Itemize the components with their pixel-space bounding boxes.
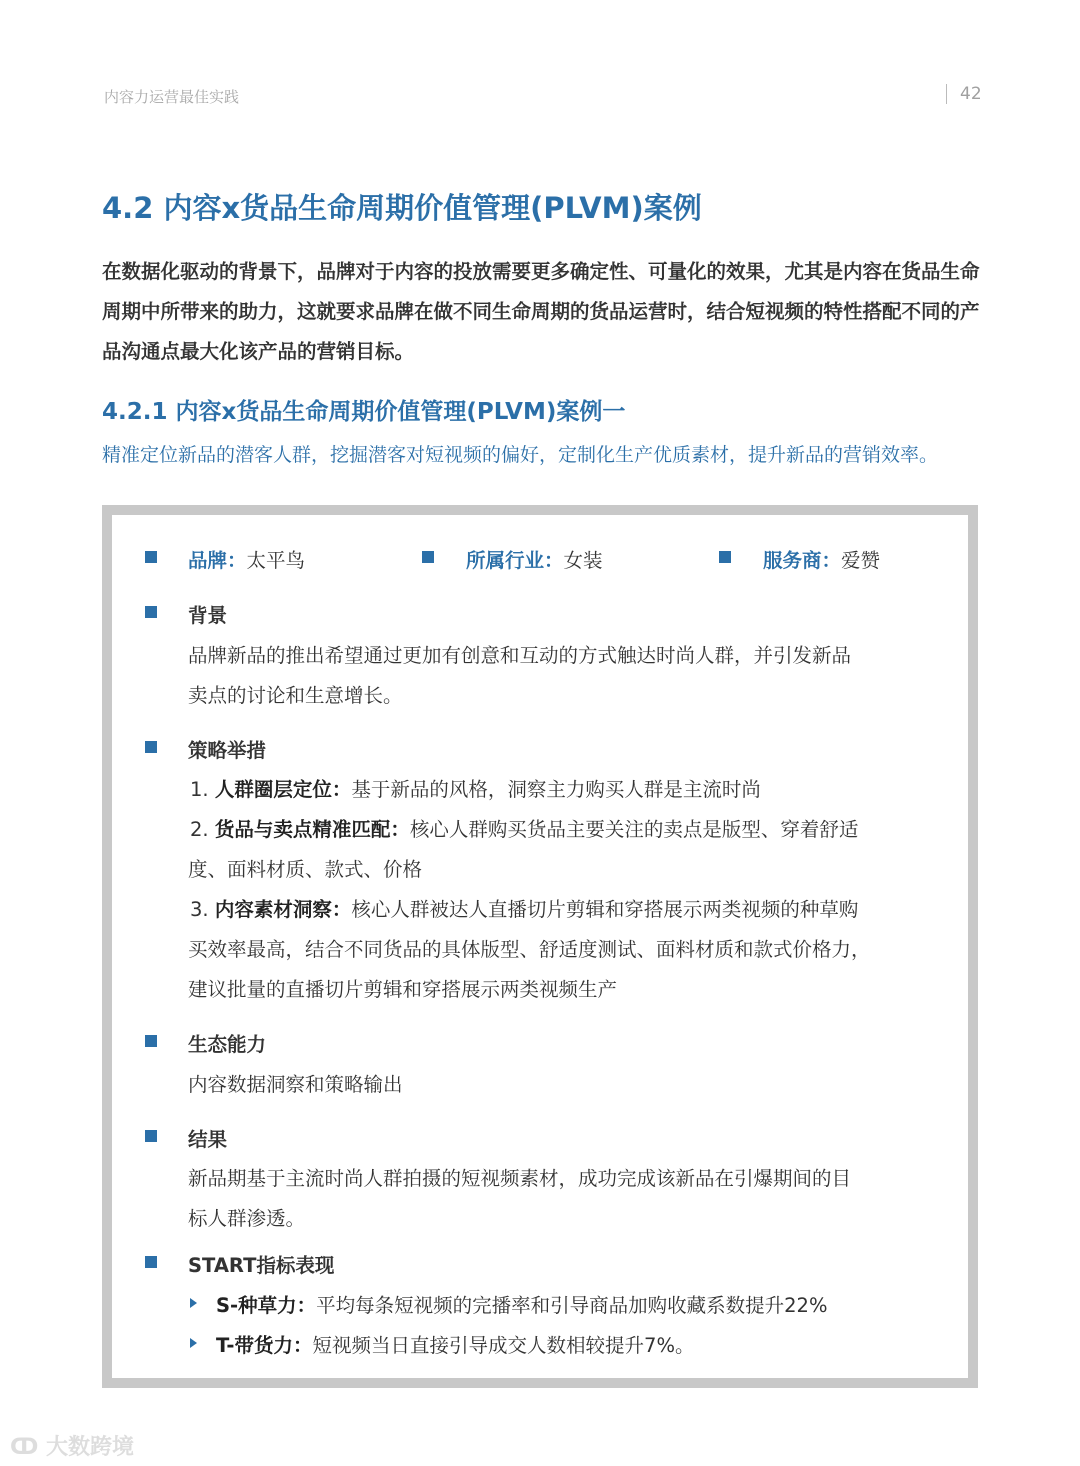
metric-key: S-种草力： [216, 1294, 317, 1317]
section-intro: 在数据化驱动的背景下，品牌对于内容的投放需要更多确定性、可量化的效果，尤其是内容在货品生命周期中所带来的助力，这就要求品牌在做不同生命周期的货品运营时，结合短视频的特性搭配不同的产品沟通点最大化该产品的营销目标。 [102, 260, 980, 363]
metric-text: 短视频当日直接引导成交人数相较提升7%。 [312, 1334, 695, 1357]
brand-field [188, 545, 305, 573]
item-number: 1. [190, 778, 209, 801]
item-key: 货品与卖点精准匹配： [214, 818, 410, 841]
bullet-square-icon [422, 551, 434, 563]
bullet-square-icon [145, 1256, 157, 1268]
eco-heading: 生态能力 [188, 1033, 267, 1056]
bullet-square-icon [145, 741, 157, 753]
bullet-square-icon [145, 1130, 157, 1142]
item-text: 核心人群被达人直播切片剪辑和穿搭展示两类视频的种草购 [351, 898, 859, 921]
item-text: 基于新品的风格，洞察主力购买人群是主流时尚 [351, 778, 761, 801]
result-heading: 结果 [188, 1128, 228, 1151]
bullet-square-icon [145, 606, 157, 618]
item-text: 度、面料材质、款式、价格 [188, 858, 423, 881]
item-number: 3. [190, 898, 209, 921]
start-heading: START指标表现 [188, 1254, 335, 1277]
metric-text: 平均每条短视频的完播率和引导商品加购收藏系数提升22% [316, 1294, 828, 1317]
watermark [10, 1430, 134, 1461]
strategy-item [190, 814, 858, 842]
bullet-square-icon [145, 1035, 157, 1047]
metric-key: T-带货力： [216, 1334, 313, 1357]
strategy-item [190, 774, 761, 802]
subsection-title: 4.2.1 内容x货品生命周期价值管理(PLVM)案例一 [102, 399, 626, 425]
background-heading: 背景 [188, 604, 228, 627]
strategy-item [190, 894, 858, 922]
triangle-bullet-icon [190, 1338, 197, 1348]
subsection-summary: 精准定位新品的潜客人群，挖掘潜客对短视频的偏好，定制化生产优质素材，提升新品的营销效率。 [102, 444, 939, 466]
strategy-heading: 策略举措 [188, 739, 267, 762]
watermark-text: 大数跨境 [46, 1435, 135, 1460]
page-number: 42 [960, 84, 982, 104]
item-text: 核心人群购买货品主要关注的卖点是版型、穿着舒适 [409, 818, 859, 841]
brand-label: 品牌： [188, 549, 247, 572]
document-running-title: 内容力运营最佳实践 [104, 88, 240, 106]
provider-field [763, 545, 880, 573]
triangle-bullet-icon [190, 1298, 197, 1308]
item-text: 买效率最高，结合不同货品的具体版型、舒适度测试、面料材质和款式价格力， [188, 938, 871, 961]
industry-field [466, 545, 603, 573]
result-line: 标人群渗透。 [188, 1207, 306, 1230]
industry-label: 所属行业： [466, 549, 564, 572]
item-key: 内容素材洞察： [214, 898, 352, 921]
result-line: 新品期基于主流时尚人群拍摄的短视频素材，成功完成该新品在引爆期间的目 [188, 1167, 852, 1190]
section-title: 4.2 内容x货品生命周期价值管理(PLVM)案例 [102, 191, 702, 225]
brand-value: 太平鸟 [246, 549, 306, 572]
provider-value: 爱赞 [841, 549, 881, 572]
metric-item [216, 1330, 694, 1358]
bullet-square-icon [719, 551, 731, 563]
bullet-square-icon [145, 551, 157, 563]
item-number: 2. [190, 818, 209, 841]
metric-item [216, 1290, 827, 1318]
background-line: 卖点的讨论和生意增长。 [188, 684, 403, 707]
item-text: 建议批量的直播切片剪辑和穿搭展示两类视频生产 [188, 978, 618, 1001]
page-number-divider [946, 84, 947, 104]
item-key: 人群圈层定位： [214, 778, 352, 801]
provider-label: 服务商： [763, 549, 842, 572]
watermark-logo-icon: ↀ [10, 1435, 47, 1460]
eco-text: 内容数据洞察和策略输出 [188, 1073, 403, 1096]
background-line: 品牌新品的推出希望通过更加有创意和互动的方式触达时尚人群，并引发新品 [188, 644, 852, 667]
industry-value: 女装 [563, 549, 603, 572]
